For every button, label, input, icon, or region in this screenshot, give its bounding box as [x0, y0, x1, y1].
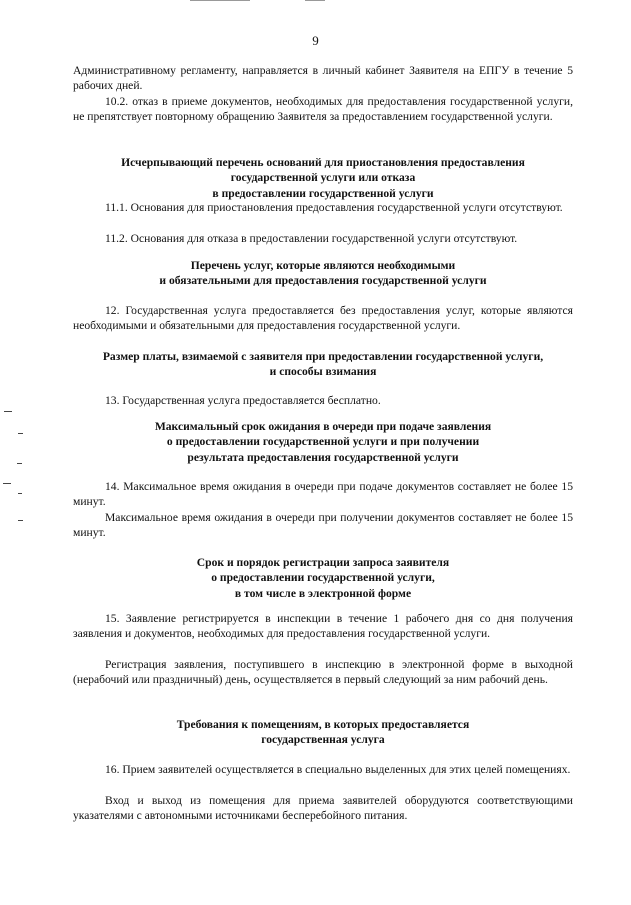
paragraph-13: 13. Государственная услуга предоставляется бесплатно.	[105, 394, 381, 407]
paragraph-12: 12. Государственная услуга предоставляется без предоставления услуг, которые являются необходимыми и обязательными для предоставления государственной услуги.	[73, 304, 573, 333]
heading-section-15	[73, 555, 573, 601]
heading-section-16	[73, 717, 573, 748]
scan-edge-mark	[18, 433, 23, 434]
heading-section-11	[73, 155, 573, 201]
paragraph-10-2: 10.2. отказ в приеме документов, необходимых для предоставления государственной услуги, не препятствует повторному обращению Заявителя за предоставлением государственной услуги.	[73, 95, 573, 124]
scan-edge-mark	[18, 520, 23, 521]
scan-edge-mark	[18, 493, 22, 494]
scan-artifact-line	[305, 0, 325, 1]
heading-line: Требования к помещениям, в которых предоставляется	[176, 718, 470, 731]
paragraph-16: 16. Прием заявителей осуществляется в специально выделенных для этих целей помещениях.	[105, 763, 571, 776]
heading-section-14	[73, 419, 573, 465]
heading-line: государственной услуги или отказа	[230, 171, 416, 185]
heading-line: о предоставлении государственной услуги,	[211, 571, 435, 585]
scan-edge-mark	[4, 411, 12, 412]
scan-artifact-line	[190, 0, 250, 1]
paragraph-11-2: 11.2. Основания для отказа в предоставлении государственной услуги отсутствуют.	[105, 232, 518, 245]
heading-line: результата предоставления государственной услуги	[187, 450, 459, 464]
heading-line: Перечень услуг, которые являются необходимыми	[190, 259, 456, 272]
scan-edge-mark	[17, 463, 22, 464]
page-number: 9	[312, 33, 319, 48]
heading-line: о предоставлении государственной услуги и при получении	[166, 435, 480, 449]
paragraph-11-1: 11.1. Основания для приостановления предоставления государственной услуги отсутствуют.	[105, 201, 563, 214]
heading-line: Максимальный срок ожидания в очереди при подаче заявления	[154, 420, 492, 433]
heading-section-13	[73, 349, 573, 380]
paragraph-15-second: Регистрация заявления, поступившего в инспекцию в электронной форме в выходной (нерабочий или праздничный) день, осуществляется в первый следующий за ним рабочий день.	[73, 658, 573, 687]
paragraph-10-1-continuation: Административному регламенту, направляется в личный кабинет Заявителя на ЕПГУ в течение 5 рабочих дней.	[73, 64, 573, 93]
heading-line: Размер платы, взимаемой с заявителя при предоставлении государственной услуги,	[102, 350, 544, 363]
paragraph-15: 15. Заявление регистрируется в инспекции в течение 1 рабочего дня со дня получения заявления и документов, необходимых для предоставления государственной услуги.	[73, 612, 573, 641]
heading-line: и обязательными для предоставления государственной услуги	[159, 274, 487, 288]
heading-line: государственная услуга	[261, 733, 385, 747]
paragraph-14: 14. Максимальное время ожидания в очереди при подаче документов составляет не более 15 минут.	[73, 480, 573, 509]
heading-line: и способы взимания	[269, 365, 377, 379]
scan-edge-mark	[3, 483, 11, 484]
heading-section-12	[73, 258, 573, 289]
paragraph-14-second: Максимальное время ожидания в очереди при получении документов составляет не более 15 минут.	[73, 511, 573, 540]
heading-line: в предоставлении государственной услуги	[212, 186, 434, 200]
paragraph-16-second: Вход и выход из помещения для приема заявителей оборудуются соответствующими указателями с автономными источниками бесперебойного питания.	[73, 794, 573, 823]
heading-line: в том числе в электронной форме	[234, 586, 412, 600]
heading-line: Исчерпывающий перечень оснований для приостановления предоставления	[121, 156, 525, 169]
heading-line: Срок и порядок регистрации запроса заявителя	[196, 556, 450, 569]
